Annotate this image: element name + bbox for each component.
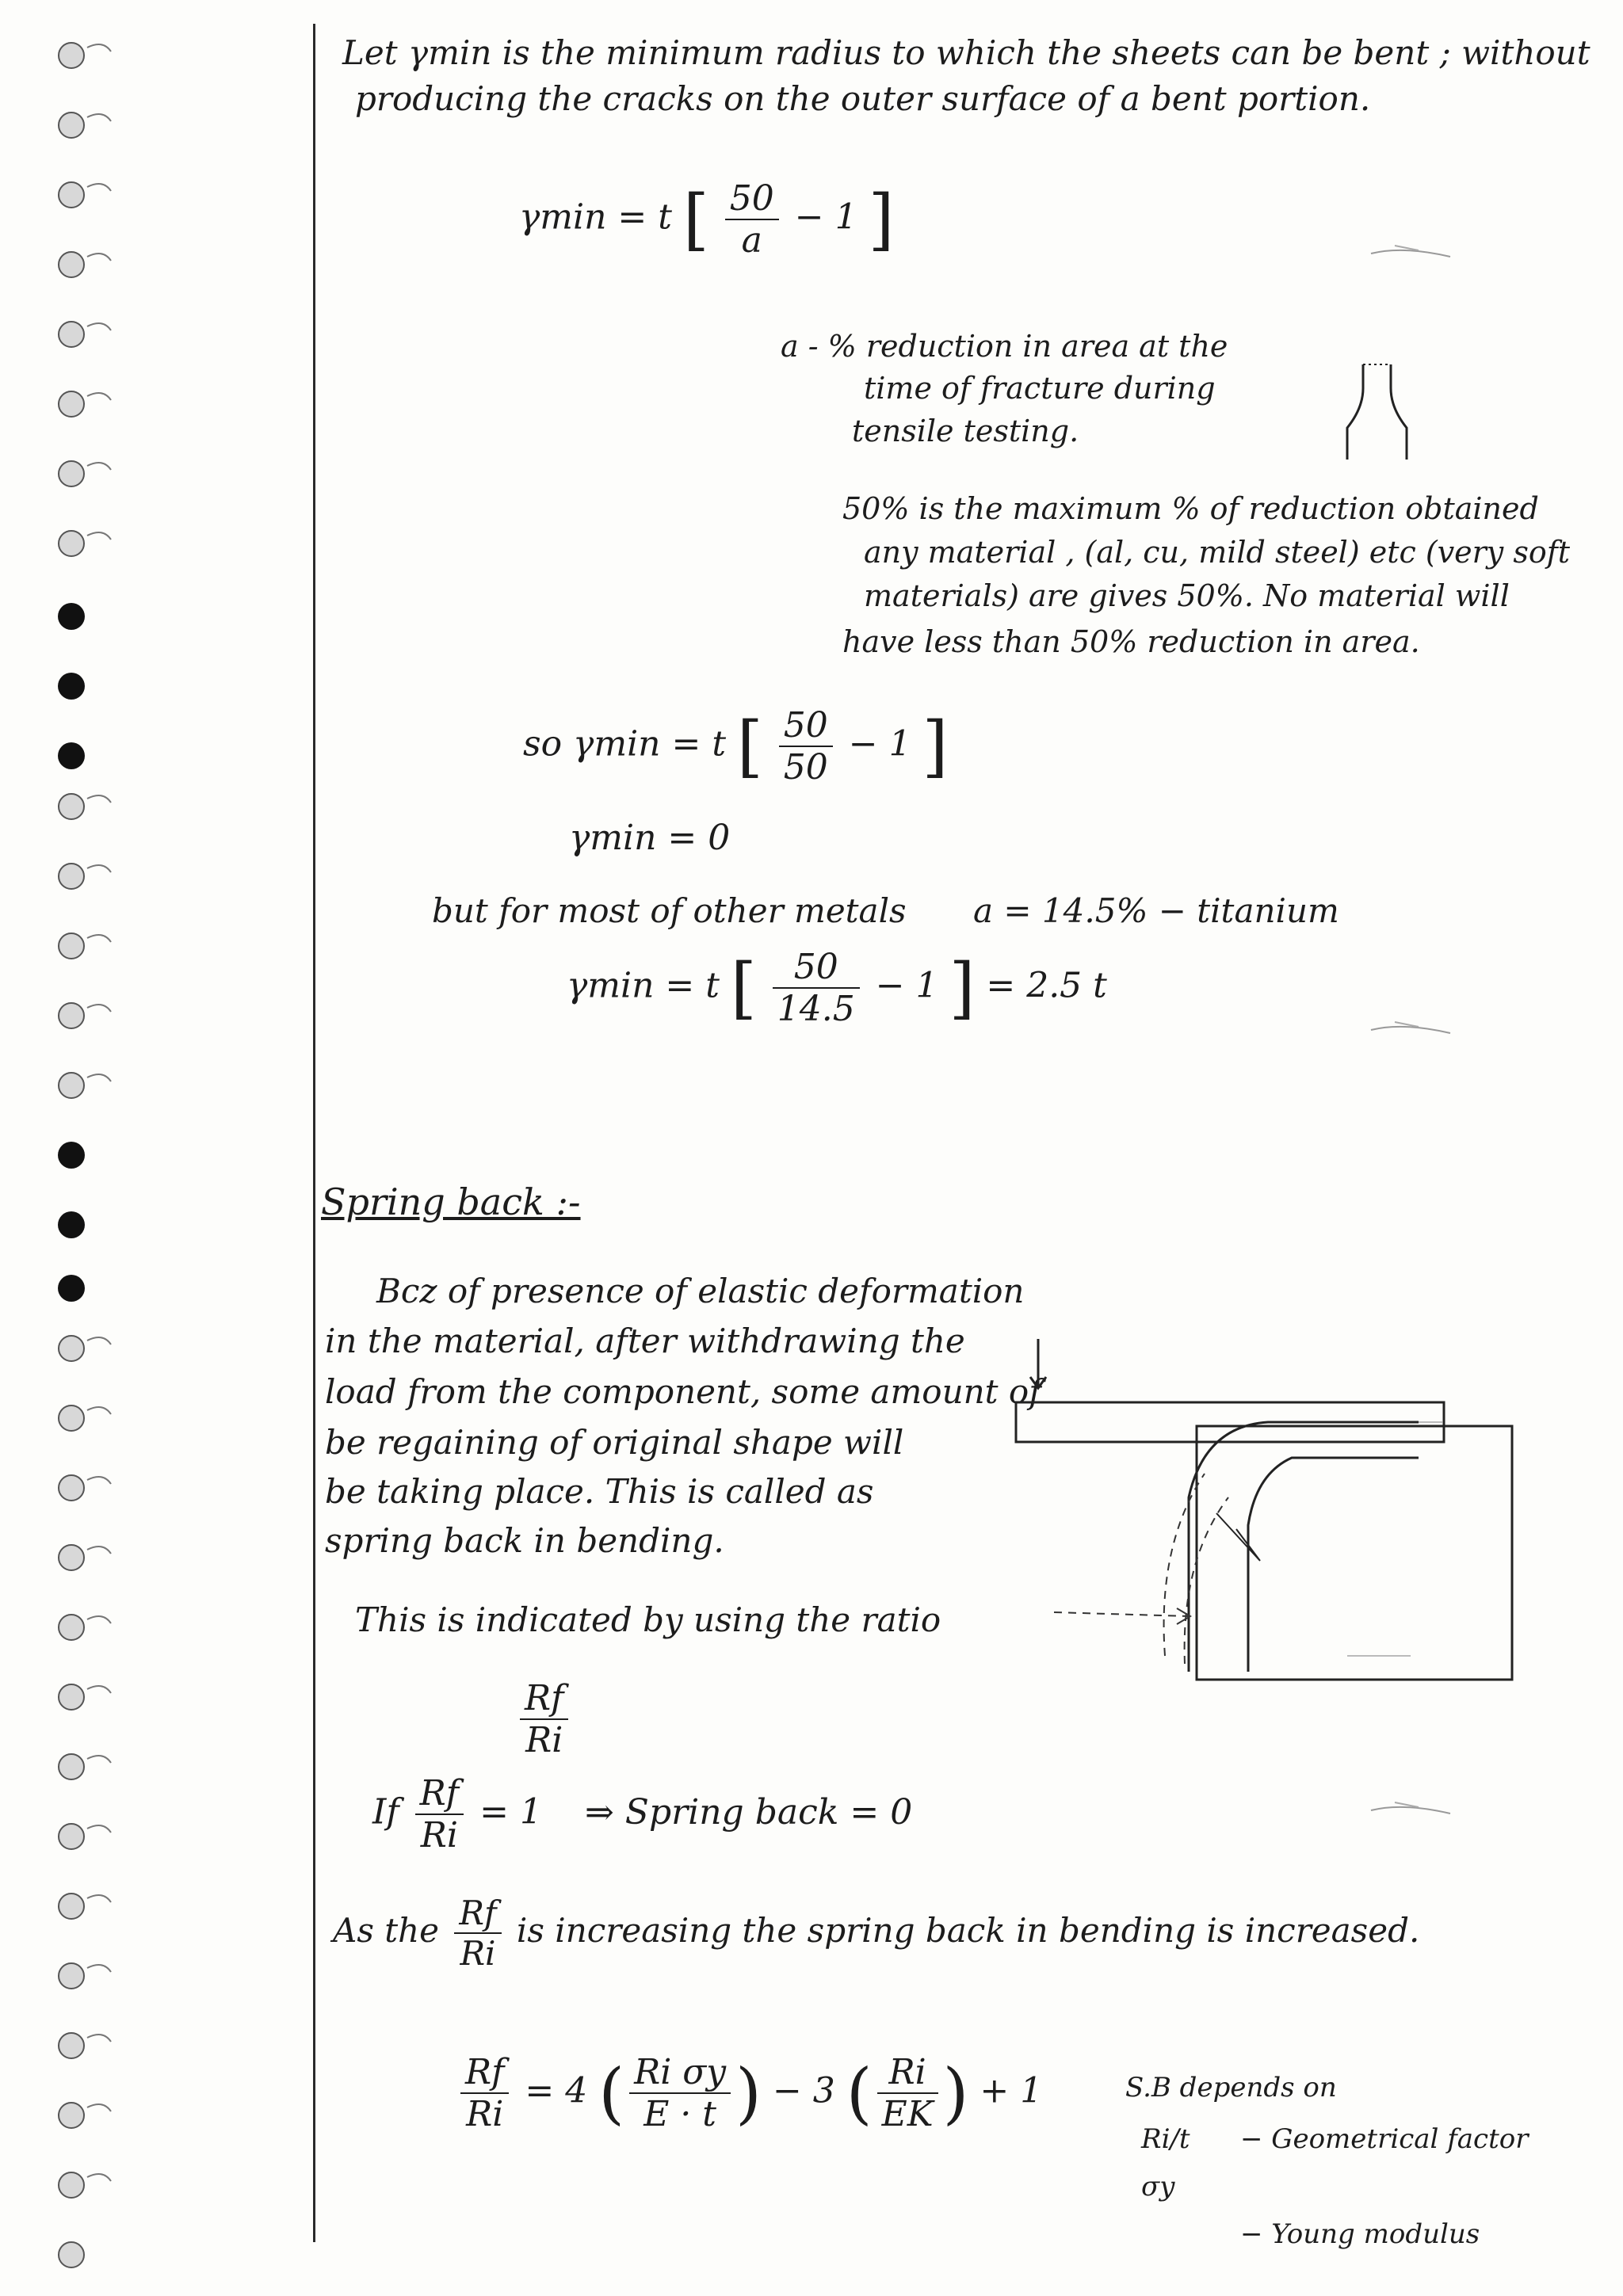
dependency-young-modulus: − Young modulus	[1240, 2218, 1480, 2250]
f5-term1-numerator: Ri σy	[629, 2052, 731, 2094]
formula-rmin-titanium-result: = 2.5 t	[986, 965, 1107, 1006]
scan-mark	[1363, 238, 1458, 261]
def-a-line-1: a - % reduction in area at the	[781, 329, 1228, 364]
ratio-numerator: Rf	[520, 1678, 568, 1720]
f5-mid2: − 3	[772, 2070, 835, 2111]
ratio-denominator: Ri	[525, 1720, 563, 1760]
def-a-line-2: time of fracture during	[864, 371, 1216, 406]
formula-rmin-denominator: a	[741, 220, 762, 261]
spiral-binding	[0, 0, 158, 2296]
if-ratio-line	[372, 1773, 912, 1855]
intro-line-2: producing the cracks on the outer surface of a bent portion.	[355, 79, 1371, 118]
formula-rmin-50-denominator: 50	[783, 747, 828, 788]
dependency-ri-t-desc: − Geometrical factor	[1240, 2123, 1529, 2155]
as-numerator: Rf	[454, 1894, 501, 1934]
formula-rmin-titanium-numerator: 50	[773, 947, 860, 989]
formula-rmin-titanium-tail: − 1	[875, 965, 938, 1006]
f5-lhs-numerator: Rf	[460, 2052, 509, 2094]
margin-line	[313, 24, 315, 2242]
note-50-line-2: any material , (al, cu, mild steel) etc (very soft	[864, 535, 1571, 570]
as-text: is increasing the spring back in bending is increased.	[516, 1911, 1420, 1950]
f5-tail: + 1	[980, 2070, 1043, 2111]
sb-depends-heading: S.B depends on	[1125, 2072, 1337, 2103]
formula-rmin-zero: γmin = 0	[569, 818, 731, 858]
formula-rmin-50-tail: − 1	[848, 723, 911, 765]
formula-rmin: γmin = t [ $\frac{50}{a}$ − 1 ]	[519, 178, 895, 261]
springback-line-3: load from the component, some amount of	[325, 1372, 1041, 1411]
as-denominator: Ri	[460, 1934, 496, 1973]
if-result: ⇒ Spring back = 0	[584, 1791, 913, 1833]
note-50-line-3: materials) are gives 50%. No material will	[864, 578, 1510, 613]
formula-rmin-tail: − 1	[794, 196, 857, 238]
as-prefix: As the	[333, 1911, 440, 1950]
dependency-ri-t: Ri/t	[1141, 2123, 1190, 2155]
dependency-sigma-y: σy	[1141, 2171, 1175, 2203]
f5-term2-denominator: EK	[881, 2094, 934, 2134]
scan-mark	[1363, 1794, 1458, 1818]
intro-line-1: Let γmin is the minimum radius to which the sheets can be bent ; without	[342, 33, 1591, 72]
formula-rmin-titanium-lhs: γmin = t	[567, 965, 720, 1006]
formula-rmin-50-lhs: so γmin = t	[523, 723, 727, 765]
springback-line-1: Bcz of presence of elastic deformation	[376, 1272, 1025, 1310]
formula-rmin-lhs: γmin = t	[519, 196, 672, 238]
if-eq: = 1	[479, 1791, 542, 1833]
scan-mark	[1363, 1014, 1458, 1038]
necked-specimen-sketch	[1339, 360, 1419, 463]
ratio-line: This is indicated by using the ratio	[355, 1600, 941, 1639]
titanium-note: a = 14.5% − titanium	[973, 891, 1339, 930]
note-50-line-4: have less than 50% reduction in area.	[842, 624, 1420, 659]
f5-term1-denominator: E · t	[643, 2094, 716, 2134]
formula-rmin-50-numerator: 50	[779, 705, 833, 747]
note-50-line-1: 50% is the maximum % of reduction obtained	[842, 491, 1539, 526]
springback-bend-sketch	[1006, 1339, 1514, 1688]
f5-lhs-denominator: Ri	[466, 2094, 504, 2134]
if-denominator: Ri	[420, 1815, 458, 1855]
as-ratio-line	[333, 1894, 1419, 1973]
springback-line-5: be taking place. This is called as	[325, 1472, 874, 1511]
def-a-line-3: tensile testing.	[852, 414, 1079, 448]
formula-rmin-titanium: γmin = t [ $\frac{50}{14.5}$ − 1 ] = 2.5 t	[567, 947, 1107, 1029]
but-line: but for most of other metals	[432, 891, 907, 930]
if-prefix: If	[372, 1791, 399, 1833]
springback-line-6: spring back in bending.	[325, 1521, 724, 1560]
springback-ratio-formula: $\frac{Rf}{Ri}$ = 4 ( $\frac{\text{Ri σy}}{E \cdot t}$ ) − 3 ( $\frac{Ri}{EK}$ ) + 1	[456, 2052, 1042, 2134]
springback-line-4: be regaining of original shape will	[325, 1423, 904, 1462]
formula-rmin-titanium-denominator: 14.5	[777, 989, 855, 1029]
ratio-fraction	[515, 1678, 573, 1760]
springback-line-2: in the material, after withdrawing the	[325, 1322, 965, 1360]
if-numerator: Rf	[415, 1773, 464, 1815]
f5-term2-numerator: Ri	[877, 2052, 938, 2094]
formula-rmin-numerator: 50	[725, 178, 779, 220]
springback-heading: Spring back :-	[321, 1180, 581, 1223]
formula-rmin-50: so γmin = t [ $\frac{50}{50}$ − 1 ]	[523, 705, 949, 788]
f5-mid1: = 4	[525, 2070, 588, 2111]
